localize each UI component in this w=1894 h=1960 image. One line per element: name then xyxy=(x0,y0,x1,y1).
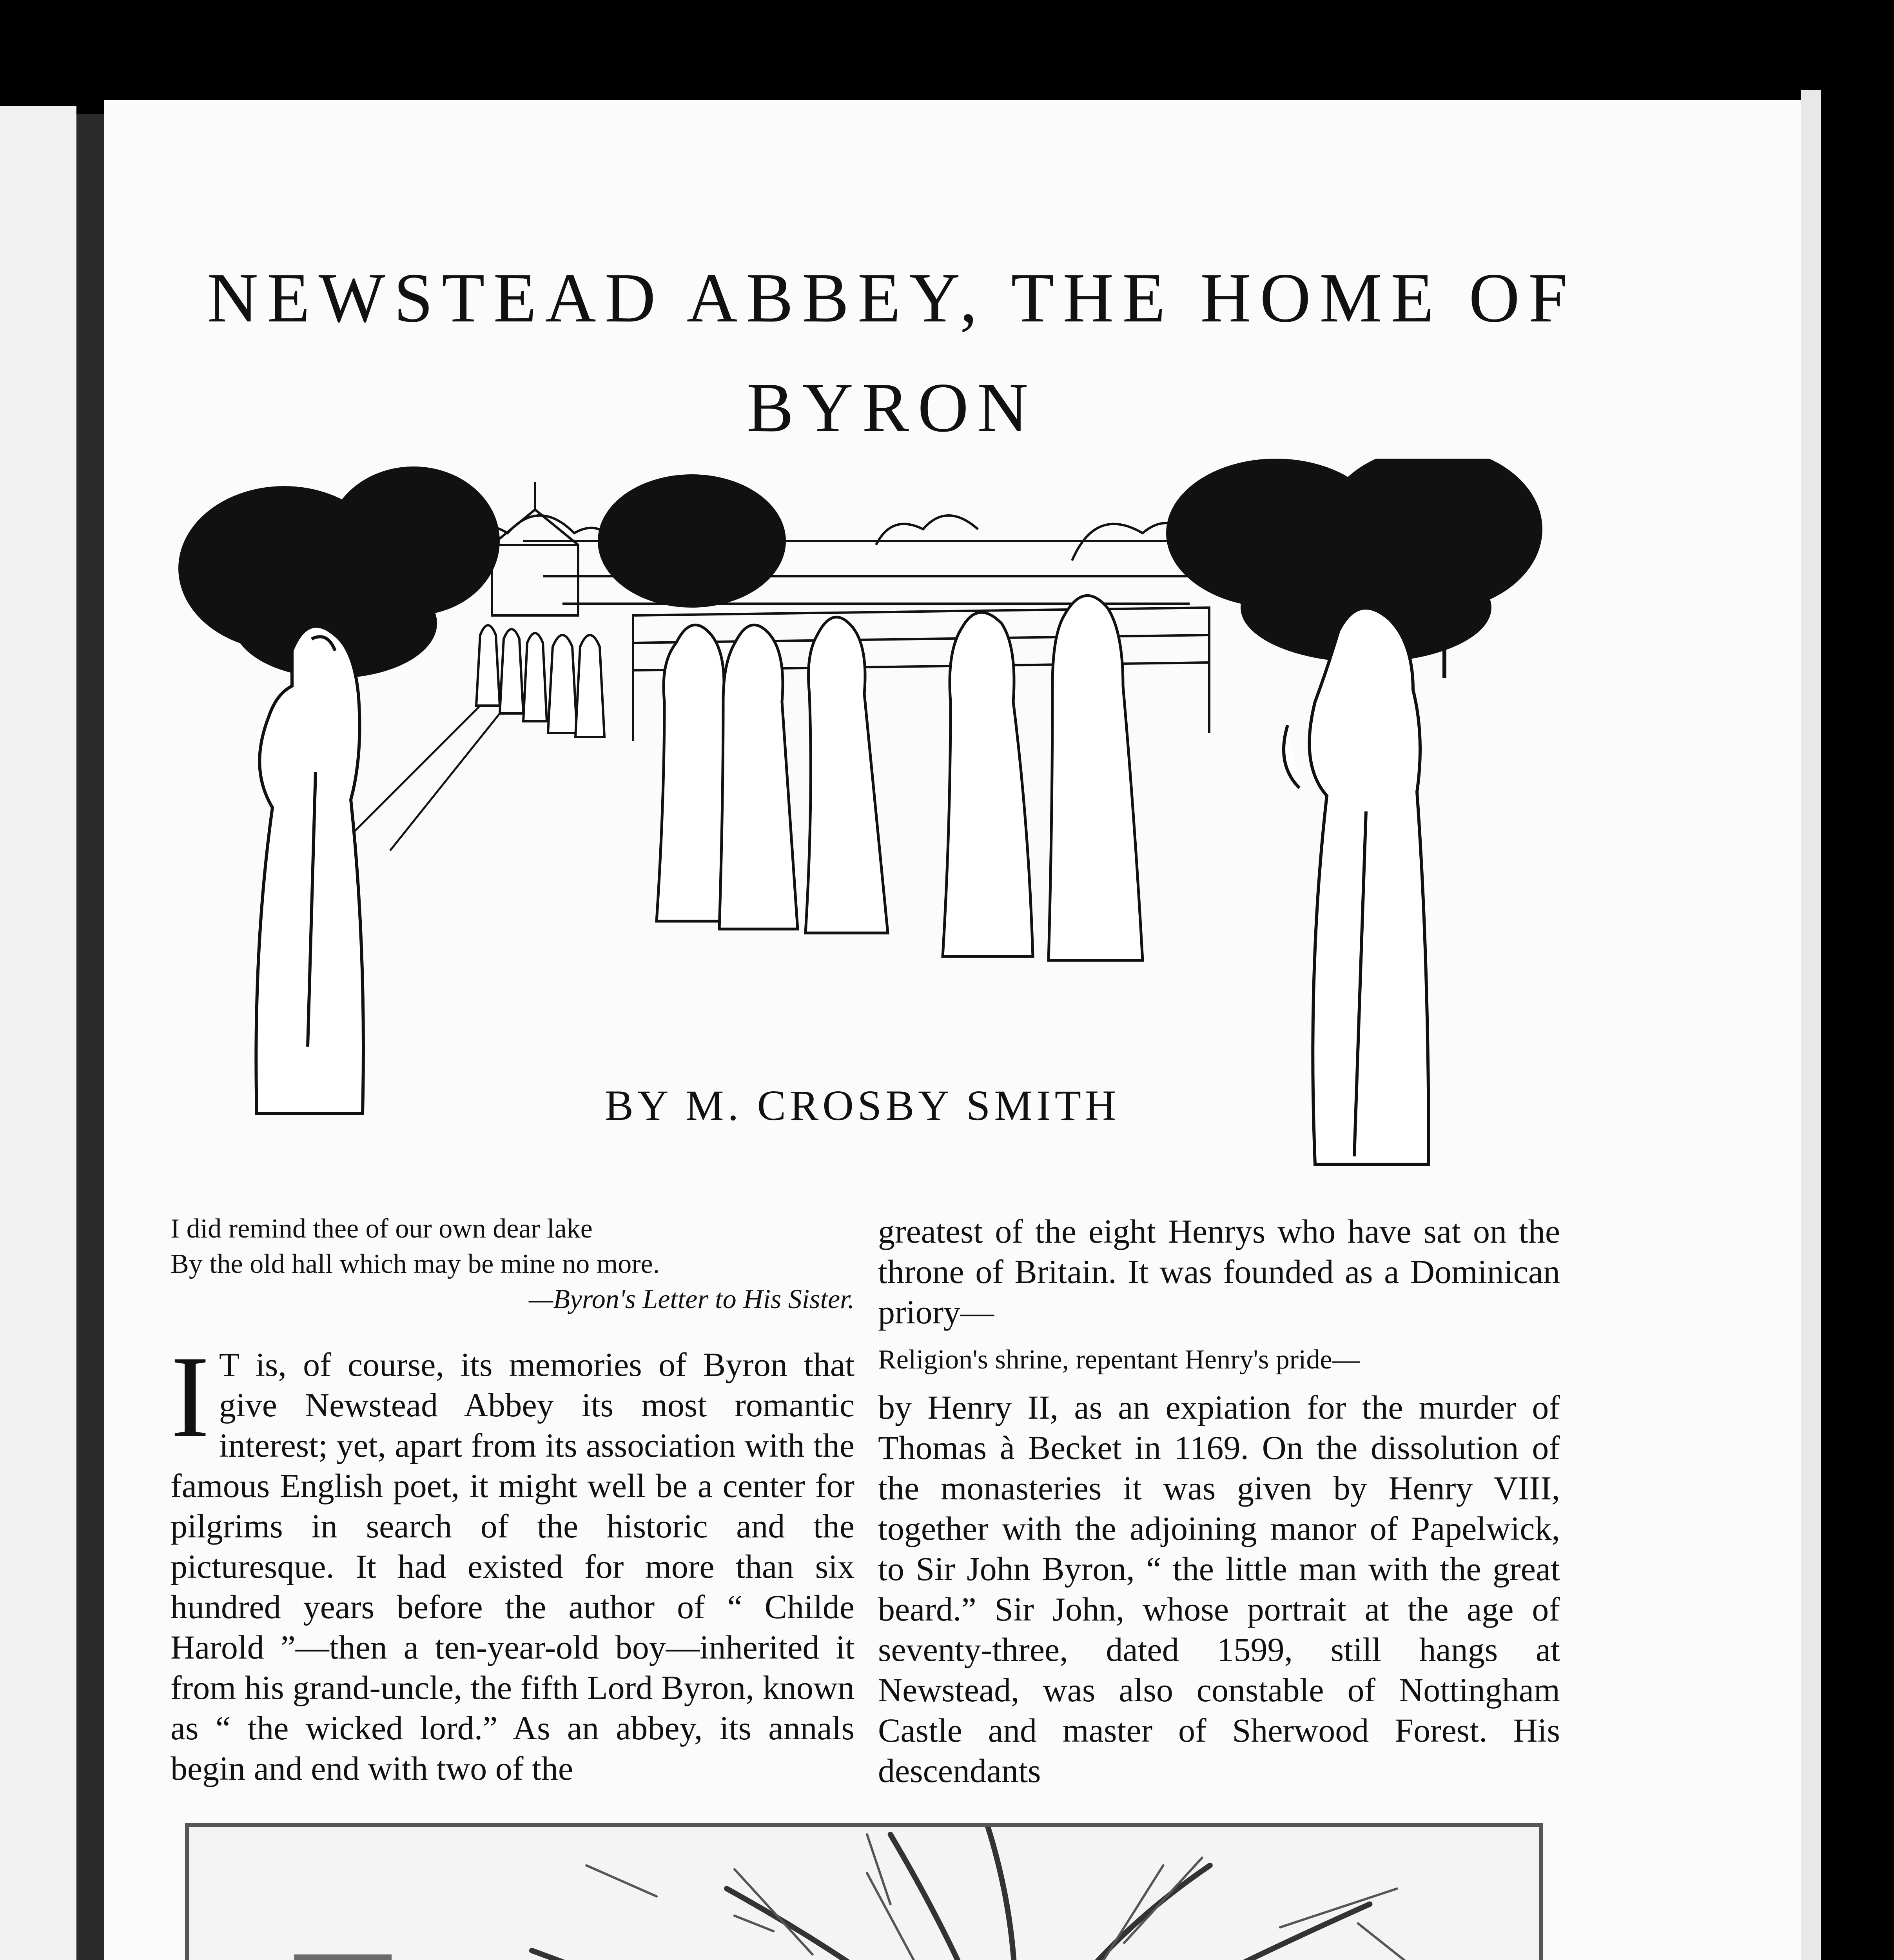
article-byline: BY M. CROSBY SMITH xyxy=(604,1082,1120,1129)
body-paragraph-2: by Henry II, as an expiation for the murder of Thomas à Becket in 1169. On the dissolution of the monasteries it was given by Henry VIII, together with the adjoining manor of Papelwick, to Sir John Byron, “ the little man with the great beard.” Sir John, whose portrait at the age of seventy-three, dated 1599, still hangs at Newstead, was also constable of Nottingham Castle and master of Sherwood Forest. His descendants xyxy=(878,1388,1560,1789)
previous-page-edge xyxy=(0,106,76,1960)
verse-quote: Religion's shrine, repentant Henry's pride— xyxy=(878,1345,1360,1375)
opening-paragraph-text: T is, of course, its memories of Byron that give Newstead Abbey its most romantic interest; yet, apart from its association with the famous English poet, it might well be a center for pilgrims in search of the historic and the picturesque. It had existed for more than six hundred years before the author of “ Childe Harold ”—then a ten-year-old boy—inherited it from his grand-uncle, the fifth Lord Byron, known as “ the wicked lord.” As an abbey, its annals begin and end with two of the xyxy=(171,1346,854,1787)
newstead-abbey-photograph xyxy=(185,1823,1543,1960)
next-page-edge xyxy=(1801,90,1821,1960)
opening-paragraph xyxy=(171,1332,854,1789)
epigraph-line-2: By the old hall which may be mine no more. xyxy=(171,1249,660,1279)
book-gutter xyxy=(76,114,104,1960)
article-title: NEWSTEAD ABBEY, THE HOME OF BYRON xyxy=(207,259,1577,446)
epigraph-line-1: I did remind thee of our own dear lake xyxy=(171,1214,593,1244)
drop-cap: I xyxy=(171,1332,210,1462)
right-column xyxy=(878,1211,1560,1791)
body-paragraph-1: greatest of the eight Henrys who have sat on the throne of Britain. It was founded as a Dominican priory— xyxy=(878,1212,1560,1331)
left-column xyxy=(171,1211,854,1789)
epigraph xyxy=(171,1211,854,1317)
epigraph-attribution: —Byron's Letter to His Sister. xyxy=(528,1284,854,1314)
